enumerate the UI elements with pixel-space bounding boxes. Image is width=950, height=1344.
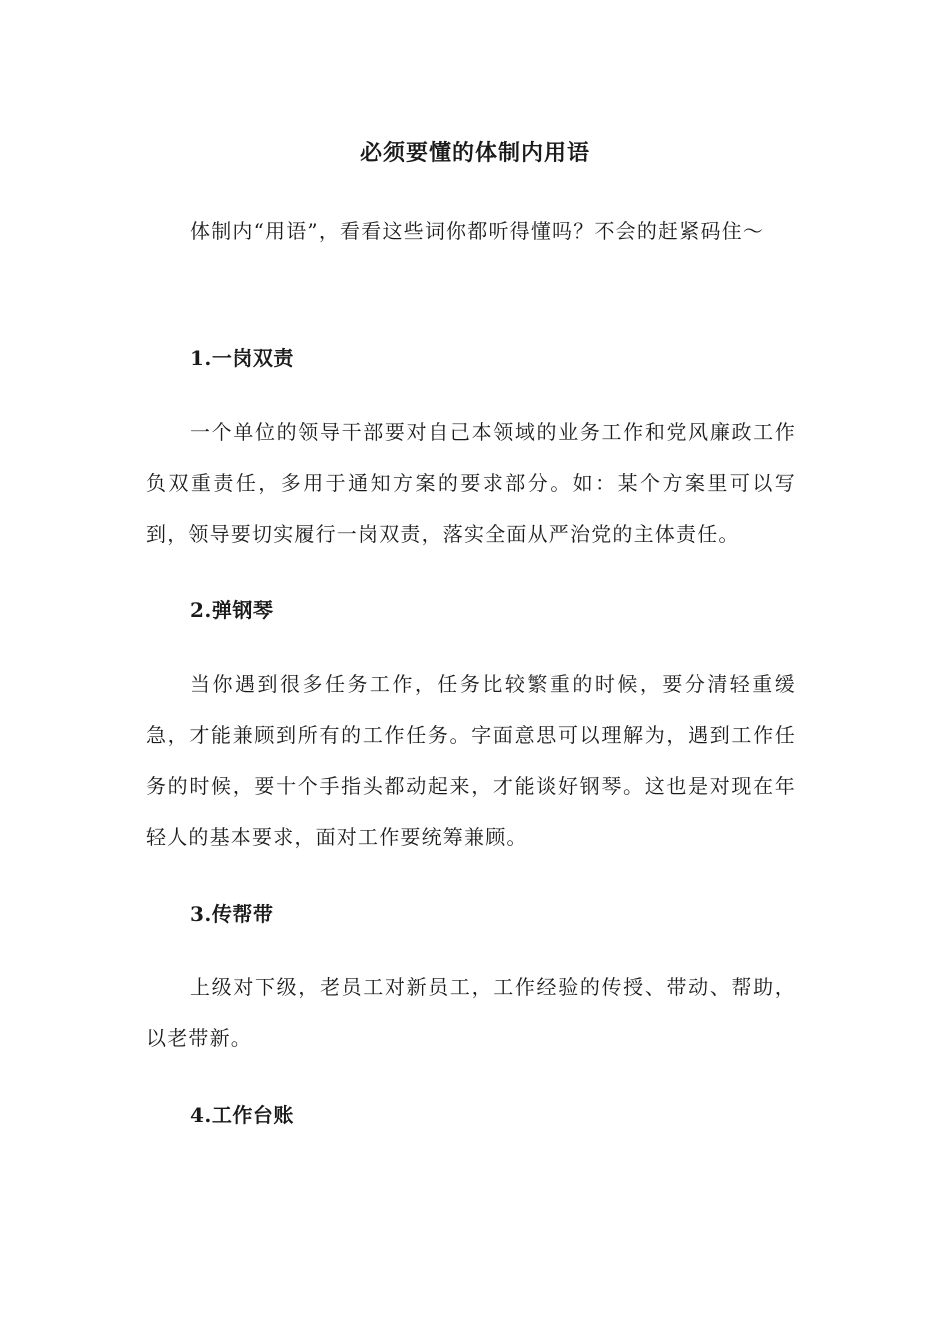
section-body-3: 上级对下级，老员工对新员工，工作经验的传授、带动、帮助，以老带新。 bbox=[146, 975, 796, 1050]
intro-paragraph: 体制内“用语”，看看这些词你都听得懂吗？不会的赶紧码住～ bbox=[190, 219, 765, 243]
document-title: 必须要懂的体制内用语 bbox=[359, 140, 590, 166]
section-heading-4: 4.工作台账 bbox=[190, 1103, 294, 1127]
section-body-2: 当你遇到很多任务工作，任务比较繁重的时候，要分清轻重缓急，才能兼顾到所有的工作任务。字面意思可以理解为，遇到工作任务的时候，要十个手指头都动起来，才能谈好钢琴。这也是对现在年轻人的基本要求，面对工作要统筹兼顾。 bbox=[146, 672, 796, 849]
section-heading-3: 3.传帮带 bbox=[190, 902, 274, 926]
section-body-1: 一个单位的领导干部要对自己本领域的业务工作和党风廉政工作负双重责任，多用于通知方案的要求部分。如：某个方案里可以写到，领导要切实履行一岗双责，落实全面从严治党的主体责任。 bbox=[146, 420, 796, 546]
section-heading-1: 1.一岗双责 bbox=[190, 346, 294, 370]
section-heading-2: 2.弹钢琴 bbox=[190, 598, 274, 622]
